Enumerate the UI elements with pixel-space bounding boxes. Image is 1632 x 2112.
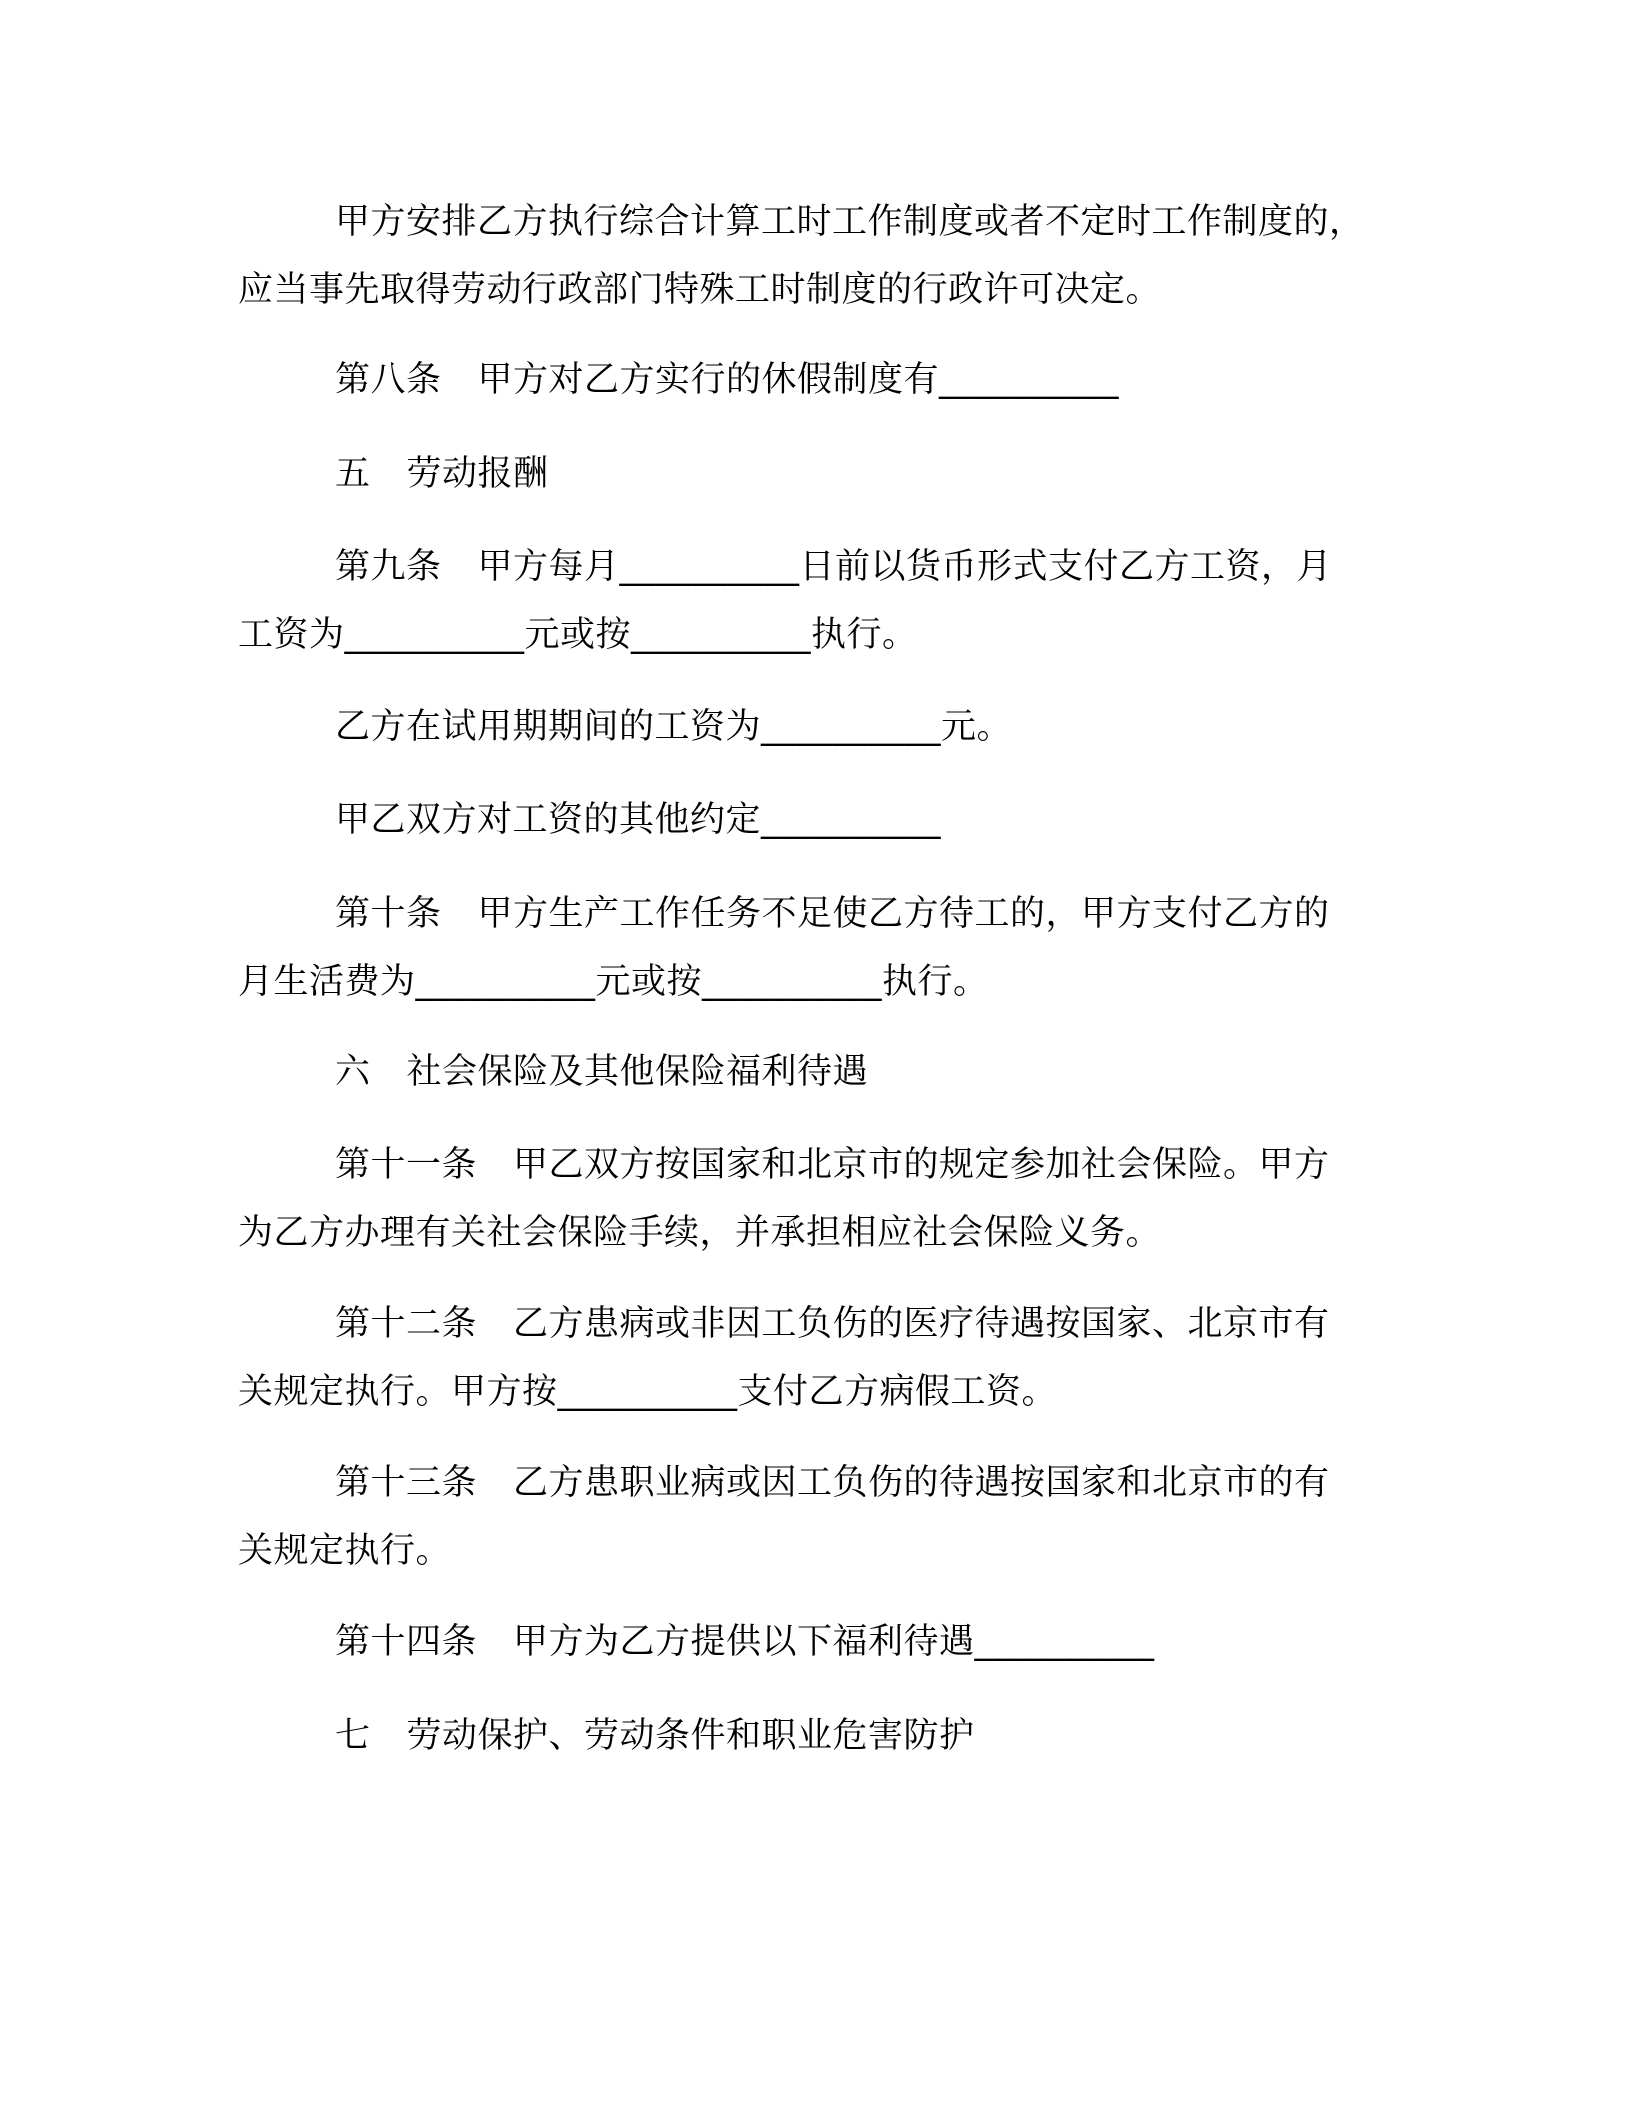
paragraph-line: 月生活费为__________元或按__________执行。	[238, 962, 989, 1002]
paragraph-line: 甲乙双方按国家和北京市的规定参加社会保险。甲方	[513, 1145, 1330, 1185]
article-label: 第十二条	[335, 1304, 478, 1344]
paragraph-probation-salary	[238, 693, 1398, 761]
article-9	[238, 533, 1398, 669]
section-heading-7	[238, 1702, 1398, 1770]
section-number: 五	[335, 454, 371, 494]
article-14	[238, 1608, 1398, 1676]
paragraph-line: 乙方在试用期期间的工资为__________元。	[335, 707, 1013, 747]
paragraph-line: 乙方患病或非因工负伤的医疗待遇按国家、北京市有	[513, 1304, 1330, 1344]
paragraph-line: 甲乙双方对工资的其他约定__________	[335, 800, 942, 840]
article-label: 第九条	[335, 547, 442, 587]
paragraph-other-salary-terms	[238, 786, 1398, 854]
paragraph-line: 甲方安排乙方执行综合计算工时工作制度或者不定时工作制度的，	[335, 202, 1365, 242]
section-heading-5	[238, 440, 1398, 508]
article-label: 第十四条	[335, 1622, 478, 1662]
article-13	[238, 1449, 1398, 1585]
article-label: 第八条	[335, 360, 442, 400]
article-label: 第十条	[335, 894, 442, 934]
paragraph-line: 甲方生产工作任务不足使乙方待工的，甲方支付乙方的	[477, 894, 1330, 934]
paragraph-line: 关规定执行。	[238, 1531, 452, 1571]
section-number: 六	[335, 1052, 371, 1092]
paragraph-line: 甲方每月__________日前以货币形式支付乙方工资，月	[477, 547, 1333, 587]
paragraph-line: 乙方患职业病或因工负伤的待遇按国家和北京市的有	[513, 1463, 1330, 1503]
section-title: 社会保险及其他保险福利待遇	[406, 1052, 869, 1092]
section-title: 劳动保护、劳动条件和职业危害防护	[406, 1716, 975, 1756]
section-title: 劳动报酬	[406, 454, 549, 494]
paragraph-line: 关规定执行。甲方按__________支付乙方病假工资。	[238, 1372, 1058, 1412]
article-label: 第十三条	[335, 1463, 478, 1503]
section-heading-6	[238, 1038, 1398, 1106]
article-text: 甲方对乙方实行的休假制度有__________	[477, 360, 1120, 400]
article-8	[238, 346, 1398, 414]
paragraph-line: 为乙方办理有关社会保险手续，并承担相应社会保险义务。	[238, 1213, 1162, 1253]
paragraph-working-hours-permit	[238, 188, 1398, 324]
article-text: 甲方为乙方提供以下福利待遇__________	[513, 1622, 1155, 1662]
article-11	[238, 1131, 1398, 1267]
article-12	[238, 1290, 1398, 1426]
article-label: 第十一条	[335, 1145, 478, 1185]
paragraph-line: 应当事先取得劳动行政部门特殊工时制度的行政许可决定。	[238, 270, 1162, 310]
section-number: 七	[335, 1716, 371, 1756]
article-10	[238, 880, 1398, 1016]
paragraph-line: 工资为__________元或按__________执行。	[238, 615, 918, 655]
